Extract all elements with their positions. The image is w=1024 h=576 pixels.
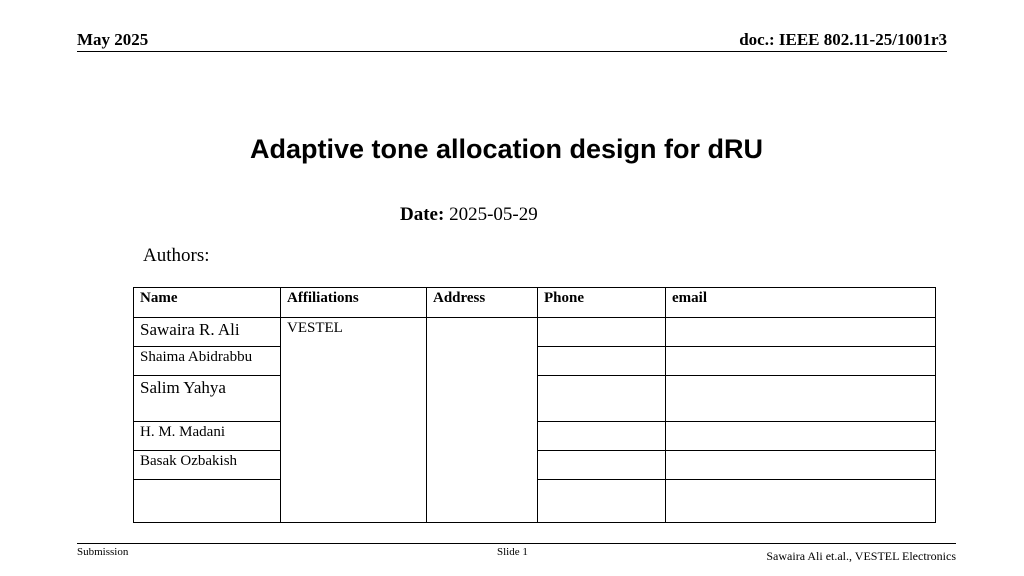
- authors-label: Authors:: [143, 245, 210, 266]
- header-divider: [77, 51, 947, 52]
- author-phone: [538, 376, 666, 422]
- header-date: May 2025: [77, 30, 149, 49]
- author-email: [666, 451, 936, 480]
- author-email: [666, 422, 936, 451]
- author-phone: [538, 422, 666, 451]
- author-email: [666, 376, 936, 422]
- author-phone: [538, 480, 666, 523]
- author-name: Basak Ozbakish: [134, 451, 281, 480]
- header-doc-id: doc.: IEEE 802.11-25/1001r3: [739, 30, 947, 49]
- column-header-address: Address: [427, 288, 538, 318]
- author-email: [666, 347, 936, 376]
- author-phone: [538, 451, 666, 480]
- author-name: H. M. Madani: [134, 422, 281, 451]
- author-phone: [538, 347, 666, 376]
- author-address: [427, 318, 538, 523]
- column-header-affiliations: Affiliations: [281, 288, 427, 318]
- slide-title: Adaptive tone allocation design for dRU: [249, 134, 764, 164]
- table-header-row: [134, 288, 936, 318]
- footer-divider: [77, 543, 956, 544]
- author-email: [666, 318, 936, 347]
- footer-slide-number: Slide 1: [497, 546, 528, 558]
- table-row: [134, 318, 936, 347]
- author-name: Sawaira R. Ali: [134, 318, 281, 347]
- date-line: [400, 204, 538, 226]
- author-name: Salim Yahya: [134, 376, 281, 422]
- column-header-phone: Phone: [538, 288, 666, 318]
- footer-submission: Submission: [77, 546, 129, 558]
- date-label: Date:: [400, 204, 445, 225]
- column-header-email: email: [666, 288, 936, 318]
- authors-table: [133, 287, 936, 523]
- author-affiliation: VESTEL: [281, 318, 427, 523]
- author-phone: [538, 318, 666, 347]
- author-email: [666, 480, 936, 523]
- author-name: Shaima Abidrabbu: [134, 347, 281, 376]
- footer-author-credit: Sawaira Ali et.al., VESTEL Electronics: [766, 549, 956, 563]
- column-header-name: Name: [134, 288, 281, 318]
- date-value: 2025-05-29: [449, 204, 538, 225]
- author-name: [134, 480, 281, 523]
